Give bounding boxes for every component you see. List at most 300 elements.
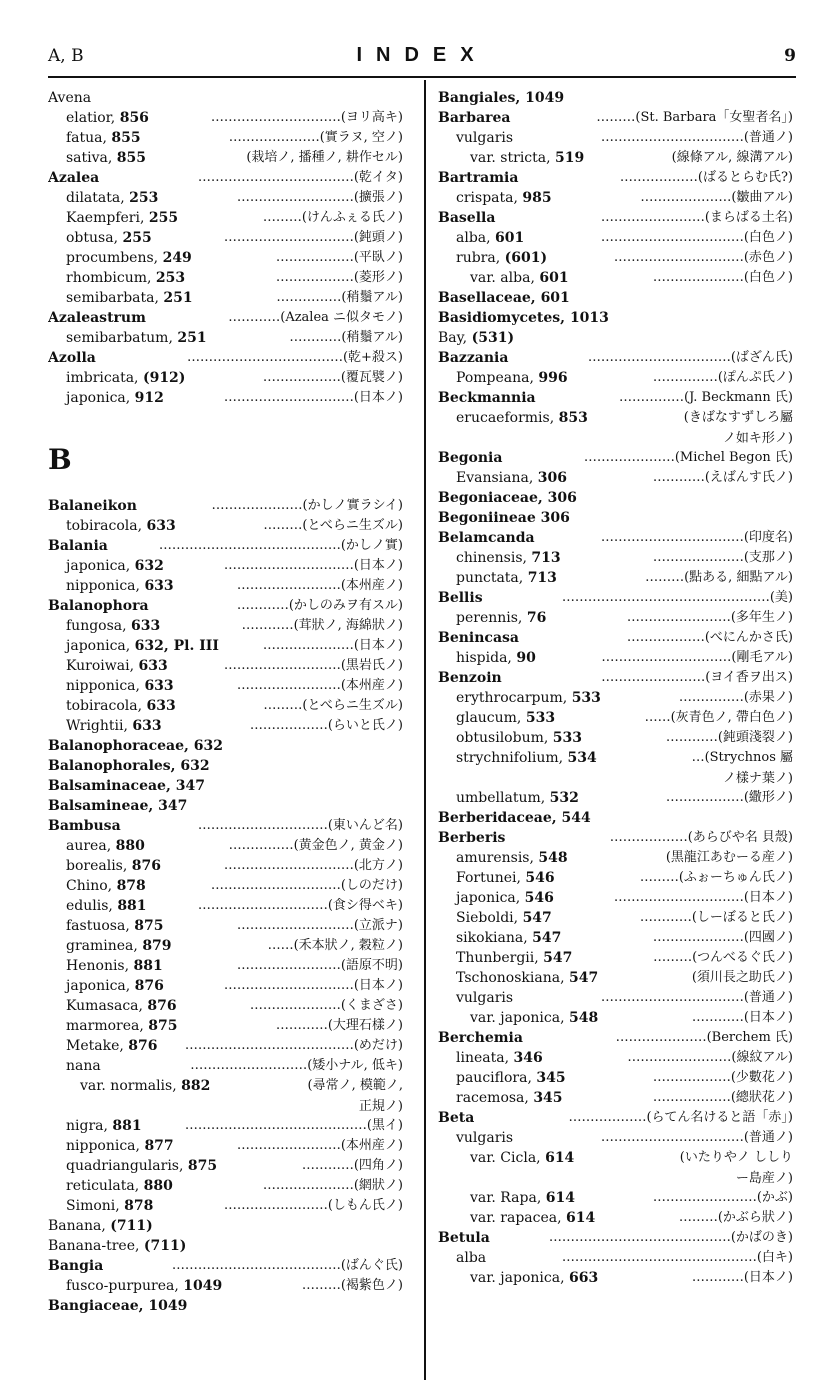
entry-page: 547: [569, 970, 599, 986]
index-entry: [438, 268, 793, 288]
entry-name: Berberidaceae,: [438, 810, 562, 826]
entry-page: 90: [516, 650, 536, 666]
index-entry: [438, 468, 793, 488]
entry-name: obtusilobum,: [456, 730, 553, 746]
index-entry: [438, 688, 793, 708]
entry-page: 853: [558, 410, 588, 426]
index-entry: [48, 916, 403, 936]
entry-page: 345: [536, 1070, 566, 1086]
entry-gloss: (線條アル, 線溝アル): [670, 148, 793, 168]
entry-gloss: ノ樣ナ葉ノ): [722, 771, 793, 786]
entry-name: Azaleastrum: [48, 310, 146, 326]
index-entry: [48, 1216, 403, 1236]
entry-gloss: …………………………(日本ノ): [222, 556, 403, 576]
entry-page: 533: [571, 690, 601, 706]
index-entry: [438, 668, 793, 688]
entry-gloss: ………(けんふぇる氏ノ): [261, 208, 403, 228]
right-column: [438, 88, 793, 1288]
index-entry: [438, 1268, 793, 1288]
entry-name: fungosa,: [66, 618, 132, 634]
entry-page: 548: [538, 850, 568, 866]
entry-name: vulgaris: [456, 990, 514, 1006]
index-entry: [48, 128, 403, 148]
entry-gloss: ……………(黄金色ノ, 黄金ノ): [227, 836, 403, 856]
index-entry: [48, 856, 403, 876]
entry-name: reticulata,: [66, 1178, 144, 1194]
entry-name: Kumasaca,: [66, 998, 148, 1014]
entry-name: graminea,: [66, 938, 143, 954]
entry-name: Tschonoskiana,: [456, 970, 569, 986]
index-entry: [438, 148, 793, 168]
index-entry: [48, 388, 403, 408]
entry-name: perennis,: [456, 610, 527, 626]
index-entry: [48, 268, 403, 288]
entry-gloss: …………………(日本ノ): [261, 636, 403, 656]
entry-page: 614: [566, 1210, 596, 1226]
entry-gloss: ………………(少數花ノ): [651, 1068, 793, 1088]
entry-name: var. japonica,: [470, 1010, 569, 1026]
entry-page: 548: [568, 1010, 599, 1026]
entry-name: Banana,: [48, 1218, 111, 1234]
entry-name: Banana-tree,: [48, 1238, 144, 1254]
entry-name: Belamcanda: [438, 530, 535, 546]
entry-gloss: ………………(覆瓦襞ノ): [261, 368, 403, 388]
entry-page: 546: [524, 890, 554, 906]
index-entry: [48, 976, 403, 996]
index-entry: [48, 1296, 403, 1316]
index-entry: [438, 1148, 793, 1168]
entry-gloss: …………………………(鈍頭ノ): [222, 228, 403, 248]
entry-page: (531): [471, 330, 515, 346]
entry-name: Beckmannia: [438, 390, 536, 406]
index-entry: [438, 848, 793, 868]
entry-gloss: ………………(繖形ノ): [664, 788, 793, 808]
index-entry: [438, 1048, 793, 1068]
entry-name: Betula: [438, 1230, 490, 1246]
entry-gloss: ………(かぶら狀ノ): [677, 1208, 793, 1228]
index-entry: [438, 188, 793, 208]
entry-page: 601: [539, 270, 569, 286]
page-title: INDEX: [356, 44, 488, 66]
entry-gloss: ……………………(ヨイ香ヲ出ス): [599, 668, 793, 688]
entry-gloss: ………………………………(乾イタ): [196, 168, 403, 188]
index-entry: [48, 288, 403, 308]
index-entry: [438, 948, 793, 968]
index-entry: [48, 536, 403, 556]
index-entry: [48, 596, 403, 616]
entry-gloss: (須川長之助氏ノ): [690, 968, 793, 988]
entry-gloss: …………………………(日本ノ): [222, 976, 403, 996]
header-letters: A, B: [48, 46, 84, 66]
entry-page: 614: [545, 1190, 575, 1206]
entry-gloss: …………………………(赤色ノ): [612, 248, 793, 268]
entry-name: fatua,: [66, 130, 112, 146]
entry-gloss: …………………………(しのだけ): [209, 876, 403, 896]
entry-name: imbricata,: [66, 370, 143, 386]
index-entry: [438, 368, 793, 388]
entry-page: 880: [115, 838, 145, 854]
entry-page: 663: [568, 1270, 599, 1286]
entry-name: Balanophoraceae,: [48, 738, 194, 754]
index-entry: [438, 708, 793, 728]
entry-name: Sieboldi,: [456, 910, 523, 926]
entry-page: 534: [567, 750, 597, 766]
entry-name: tobiracola,: [66, 518, 147, 534]
entry-gloss: …………………(實ラヌ, 空ノ): [227, 128, 403, 148]
entry-page: 855: [116, 150, 147, 166]
index-entry: [438, 928, 793, 948]
entry-name: umbellatum,: [456, 790, 550, 806]
entry-page: 876: [134, 978, 164, 994]
index-entry: [48, 328, 403, 348]
entry-gloss: …………(鈍頭淺裂ノ): [664, 728, 793, 748]
index-entry: [48, 616, 403, 636]
entry-page: 855: [111, 130, 141, 146]
section-letter: B: [48, 443, 72, 476]
index-entry: [438, 248, 793, 268]
entry-gloss: ………………(べにんかさ氏): [625, 628, 793, 648]
index-entry: [48, 108, 403, 128]
entry-page: 255: [148, 210, 179, 226]
entry-gloss: ………………(平臥ノ): [274, 248, 403, 268]
index-entry: [438, 1228, 793, 1248]
entry-name: Begoniineae: [438, 510, 541, 526]
entry-gloss: ……………(赤果ノ): [677, 688, 793, 708]
entry-name: Beta: [438, 1110, 475, 1126]
index-entry: [48, 368, 403, 388]
entry-name: Kuroiwai,: [66, 658, 139, 674]
entry-name: alba: [456, 1250, 487, 1266]
index-entry: [48, 228, 403, 248]
entry-gloss: (尋常ノ, 模範ノ,: [306, 1076, 403, 1096]
entry-gloss: ………………………………………(白キ): [560, 1248, 793, 1268]
entry-gloss: …………(稍鬚アル): [287, 328, 403, 348]
index-entry: [48, 496, 403, 516]
entry-name: elatior,: [66, 110, 120, 126]
index-entry: [438, 1208, 793, 1228]
entry-name: glaucum,: [456, 710, 526, 726]
entry-page: 632, Pl. III: [134, 638, 219, 654]
entry-page: 880: [143, 1178, 173, 1194]
entry-gloss: ……………………………(ばざん氏): [586, 348, 793, 368]
entry-name: rhombicum,: [66, 270, 156, 286]
entry-name: edulis,: [66, 898, 118, 914]
entry-page: 633: [144, 678, 174, 694]
entry-page: 878: [116, 878, 146, 894]
index-entry: [438, 548, 793, 568]
entry-gloss: …………………(皺曲アル): [638, 188, 793, 208]
entry-page: 1049: [183, 1278, 223, 1294]
entry-page: 633: [144, 578, 174, 594]
entry-gloss: …………………(かしノ實ラシイ): [210, 496, 404, 516]
index-entry: [438, 868, 793, 888]
entry-page: (711): [143, 1238, 187, 1254]
entry-name: dilatata,: [66, 190, 130, 206]
index-entry: [438, 1128, 793, 1148]
index-entry: [48, 1116, 403, 1136]
entry-gloss: ……………………………………(黒イ): [183, 1116, 403, 1136]
entry-gloss: …………(四角ノ): [300, 1156, 403, 1176]
entry-gloss: …………………………(北方ノ): [222, 856, 403, 876]
index-entry: [438, 228, 793, 248]
index-entry: [48, 756, 403, 776]
entry-page: (711): [110, 1218, 153, 1234]
entry-page: 881: [117, 898, 147, 914]
index-entry: [48, 656, 403, 676]
index-entry: [438, 988, 793, 1008]
entry-page: 601: [540, 290, 570, 306]
index-entry: [438, 528, 793, 548]
index-entry: [438, 608, 793, 628]
entry-gloss: (黒龍江あむーる産ノ): [664, 848, 793, 868]
index-entry: [48, 716, 403, 736]
entry-gloss: …………………………(日本ノ): [222, 388, 403, 408]
entry-page: 633: [146, 518, 176, 534]
entry-gloss: …………………………(剛毛アル): [599, 648, 793, 668]
index-entry: [438, 808, 793, 828]
entry-page: 546: [525, 870, 555, 886]
entry-page: 882: [181, 1078, 211, 1094]
index-entry: [438, 588, 793, 608]
entry-name: nipponica,: [66, 578, 145, 594]
entry-name: Balaneikon: [48, 498, 137, 514]
entry-gloss: ………………………(黒岩氏ノ): [222, 656, 403, 676]
index-entry: [438, 828, 793, 848]
entry-page: 912: [134, 390, 164, 406]
entry-page: 253: [129, 190, 159, 206]
entry-gloss: ………………(あらびや名 貝殼): [608, 828, 793, 848]
entry-name: semibarbatum,: [66, 330, 178, 346]
entry-name: Bazzania: [438, 350, 509, 366]
entry-name: Bay,: [438, 330, 472, 346]
entry-gloss: …………………(Michel Begon 氏): [582, 448, 793, 468]
entry-gloss: …………………………………………(美): [560, 588, 793, 608]
entry-name: Henonis,: [66, 958, 134, 974]
entry-name: fastuosa,: [66, 918, 135, 934]
entry-page: 76: [526, 610, 547, 626]
entry-page: 633: [146, 698, 176, 714]
entry-name: Balsaminaceae,: [48, 778, 176, 794]
index-entry: [48, 996, 403, 1016]
index-entry: [438, 1068, 793, 1088]
entry-page: 614: [545, 1150, 575, 1166]
index-entry: [48, 696, 403, 716]
entry-name: nana: [66, 1058, 101, 1074]
index-entry: [48, 796, 403, 816]
entry-gloss: …………(Azalea ニ似タモノ): [226, 308, 403, 328]
entry-name: japonica,: [66, 390, 135, 406]
entry-name: var. Cicla,: [470, 1150, 546, 1166]
entry-name: vulgaris: [456, 1130, 514, 1146]
entry-page: 875: [134, 918, 164, 934]
entry-gloss: ……………………………(普通ノ): [599, 988, 793, 1008]
entry-page: 996: [538, 370, 568, 386]
index-entry: [438, 308, 793, 328]
entry-page: 875: [187, 1158, 218, 1174]
index-entry: [438, 1188, 793, 1208]
entry-page: 306: [547, 490, 577, 506]
entry-name: Bangiales,: [438, 90, 526, 106]
entry-page: 547: [532, 930, 562, 946]
entry-name: pauciflora,: [456, 1070, 537, 1086]
index-entry: [438, 908, 793, 928]
entry-page: 632: [134, 558, 164, 574]
entry-page: 633: [131, 618, 161, 634]
entry-gloss: ………………………(擴張ノ): [235, 188, 403, 208]
entry-name: Evansiana,: [456, 470, 538, 486]
index-entry: [48, 1256, 403, 1276]
entry-page: 1049: [148, 1298, 188, 1314]
entry-gloss: ……………………(かぶ): [651, 1188, 793, 1208]
index-entry: [48, 1016, 403, 1036]
entry-name: erucaeformis,: [456, 410, 559, 426]
entry-page: 876: [131, 858, 161, 874]
entry-name: marmorea,: [66, 1018, 149, 1034]
index-entry: [438, 1008, 793, 1028]
index-entry: [48, 776, 403, 796]
entry-gloss: ………(點ある, 細點アル): [643, 568, 793, 588]
entry-name: Fortunei,: [456, 870, 526, 886]
entry-page: 345: [533, 1090, 563, 1106]
entry-gloss: ………………………(矮小ナル, 低キ): [188, 1056, 403, 1076]
entry-page: 547: [543, 950, 573, 966]
entry-page: 633: [138, 658, 168, 674]
index-entry: [438, 128, 793, 148]
entry-gloss: …………………(白色ノ): [651, 268, 793, 288]
entry-name: Balania: [48, 538, 108, 554]
entry-name: Balanophora: [48, 598, 149, 614]
entry-name: racemosa,: [456, 1090, 534, 1106]
entry-gloss: …………(日本ノ): [690, 1268, 793, 1288]
entry-name: lineata,: [456, 1050, 514, 1066]
index-entry: [48, 896, 403, 916]
index-entry: [48, 248, 403, 268]
entry-name: crispata,: [456, 190, 523, 206]
entry-gloss: …………(かしのみヲ有スル): [235, 596, 403, 616]
entry-name: Barbarea: [438, 110, 511, 126]
entry-gloss: ………………(總狀花ノ): [651, 1088, 793, 1108]
index-entry: [48, 168, 403, 188]
entries-b-right: [438, 88, 793, 1288]
entry-name: Bambusa: [48, 818, 121, 834]
entry-name: Begonia: [438, 450, 503, 466]
entry-gloss: ………(ふぉーちゅん氏ノ): [638, 868, 793, 888]
entry-name: japonica,: [66, 558, 135, 574]
entry-name: japonica,: [456, 890, 525, 906]
entry-page: 251: [177, 330, 207, 346]
entry-name: japonica,: [66, 978, 135, 994]
entry-page: 633: [132, 718, 162, 734]
index-entry: [438, 388, 793, 408]
entry-name: tobiracola,: [66, 698, 147, 714]
entry-page: 255: [122, 230, 152, 246]
entry-page: 713: [531, 550, 561, 566]
index-entry: [438, 728, 793, 748]
index-entry: [438, 628, 793, 648]
entry-gloss: ………(とべらニ生ズル): [261, 696, 403, 716]
entry-name: chinensis,: [456, 550, 532, 566]
index-entry: [48, 676, 403, 696]
index-entry: [438, 648, 793, 668]
index-entry: [438, 448, 793, 468]
entry-name: Kaempferi,: [66, 210, 149, 226]
entry-page: 856: [119, 110, 149, 126]
entry-gloss: ……………………………………(かしノ實): [157, 536, 403, 556]
entry-gloss: …………………………………(ばんぐ氏): [170, 1256, 403, 1276]
entry-name: var. japonica,: [470, 1270, 569, 1286]
index-entry: [438, 888, 793, 908]
entry-name: var. rapacea,: [470, 1210, 567, 1226]
entry-name: Simoni,: [66, 1198, 125, 1214]
entry-name: Bellis: [438, 590, 483, 606]
entry-name: Pompeana,: [456, 370, 539, 386]
entry-gloss: ………………………………(乾+殺ス): [185, 348, 403, 368]
index-entry: [48, 876, 403, 896]
index-entry: [48, 1176, 403, 1196]
page-number: 9: [784, 46, 796, 66]
entry-page: 632: [193, 738, 223, 754]
index-entry: [48, 956, 403, 976]
entry-name: hispida,: [456, 650, 517, 666]
entry-page: 876: [128, 1038, 158, 1054]
entry-page: (912): [142, 370, 186, 386]
index-entry: [438, 1028, 793, 1048]
entry-name: semibarbata,: [66, 290, 164, 306]
entry-name: sikokiana,: [456, 930, 533, 946]
entry-gloss: ………………………(立派ナ): [235, 916, 403, 936]
entry-gloss: …………………(網狀ノ): [261, 1176, 403, 1196]
entry-gloss: ………(褐紫色ノ): [300, 1276, 403, 1296]
entry-page: 519: [555, 150, 585, 166]
entry-gloss: ………………(らてん名けると語「赤」): [566, 1108, 793, 1128]
entry-gloss: …………………………(ヨリ高キ): [209, 108, 403, 128]
entry-name: obtusa,: [66, 230, 123, 246]
entry-name: Berchemia: [438, 1030, 523, 1046]
entry-page: 544: [561, 810, 591, 826]
entry-name: Thunbergii,: [456, 950, 544, 966]
index-entry: [438, 1088, 793, 1108]
entry-gloss: ……(灰青色ノ, 帶白色ノ): [643, 708, 793, 728]
entry-gloss: …………………………………(めだけ): [183, 1036, 403, 1056]
entry-name: Basidiomycetes,: [438, 310, 570, 326]
index-entry: [48, 556, 403, 576]
entry-name: erythrocarpum,: [456, 690, 572, 706]
entry-gloss: ー島産ノ): [735, 1171, 793, 1186]
index-entry: [438, 488, 793, 508]
entry-gloss: (栽培ノ, 播種ノ, 耕作セル): [244, 148, 403, 168]
entry-name: Wrightii,: [66, 718, 133, 734]
entry-name: vulgaris: [456, 130, 514, 146]
entry-gloss: ……………………(多年生ノ): [625, 608, 793, 628]
entry-name: punctata,: [456, 570, 528, 586]
entry-page: 346: [513, 1050, 543, 1066]
entry-name: borealis,: [66, 858, 132, 874]
entry-name: nigra,: [66, 1118, 113, 1134]
index-entry: [48, 1076, 403, 1096]
entry-gloss: …………(しーぼると氏ノ): [638, 908, 793, 928]
entry-name: Balanophorales,: [48, 758, 181, 774]
entry-name: var. alba,: [470, 270, 540, 286]
entry-gloss: …………(えばんす氏ノ): [651, 468, 793, 488]
index-entry: [48, 1056, 403, 1076]
index-entry: [48, 936, 403, 956]
entry-name: var. Rapa,: [470, 1190, 546, 1206]
entry-page: 306: [537, 470, 567, 486]
entry-gloss: ……………………………(普通ノ): [599, 1128, 793, 1148]
index-entry: [48, 148, 403, 168]
entry-gloss: ……………………(しもん氏ノ): [222, 1196, 403, 1216]
entry-gloss: …………………(くまざさ): [248, 996, 403, 1016]
